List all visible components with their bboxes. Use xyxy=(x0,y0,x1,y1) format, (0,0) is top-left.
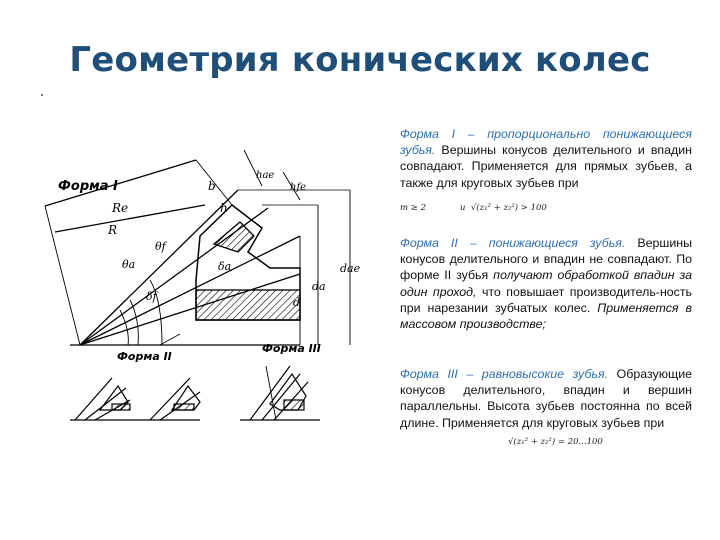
forma-2-heading: Форма II – понижающиеся зубья. xyxy=(400,236,626,250)
label-dae: dae xyxy=(340,262,361,275)
label-h: h xyxy=(220,201,228,215)
label-R: R xyxy=(108,223,118,237)
forma-3-heading: Форма III – равновысокие зубья. xyxy=(400,367,609,381)
forma-1-heading: Форма I – пропорционально понижающиеся зубья. xyxy=(400,127,692,158)
forma-1-label: Форма I xyxy=(58,179,118,194)
label-hae: hae xyxy=(256,170,275,181)
label-b: b xyxy=(208,179,216,193)
label-delta-a: δa xyxy=(218,260,232,273)
forma-2-drawing xyxy=(70,378,200,420)
label-da: da xyxy=(312,280,326,293)
label-delta-f: δf xyxy=(146,290,157,303)
label-theta-f: θf xyxy=(155,240,166,253)
forma-3-drawing xyxy=(240,366,320,420)
formula-m: m ≥ 2 xyxy=(400,203,426,213)
page-title: Геометрия конических колес xyxy=(69,40,651,80)
paragraph-forma-3: Форма III – равновысокие зубья. Образующие конусов делительного, впадин и вершин параллельны. Высота зубьев постоянна по всей длине. Применяется для круговых зубьев при xyxy=(400,367,693,430)
paragraph-forma-1 xyxy=(400,126,692,191)
forma-1-text: Вершины конусов делительного и впадин совпадают. Применяется для прямых зубьев, а также для круговых зубьев при xyxy=(400,143,692,190)
paragraph-forma-2: Форма II – понижающиеся зубья. Вершины конусов делительного и впадин не совпадают. По форме II зубья получают обработкой впадин за один проход, что повышает производитель-ность при нарезании зубчатых колес. Применяется в массовом производстве; xyxy=(400,236,692,332)
forma-2-label: Форма II xyxy=(117,350,172,363)
forma-3-label: Форма III xyxy=(262,342,321,355)
label-theta-a: θa xyxy=(122,258,136,271)
formula-sqrt-3: √(z₁² + z₂²) = 20...100 xyxy=(508,437,603,447)
label-d: d xyxy=(293,296,301,309)
label-hfe: hfe xyxy=(290,182,307,193)
formula-sqrt-1: и √(z₁² + z₂²) > 100 xyxy=(460,203,547,213)
label-Re: Re xyxy=(112,201,129,215)
